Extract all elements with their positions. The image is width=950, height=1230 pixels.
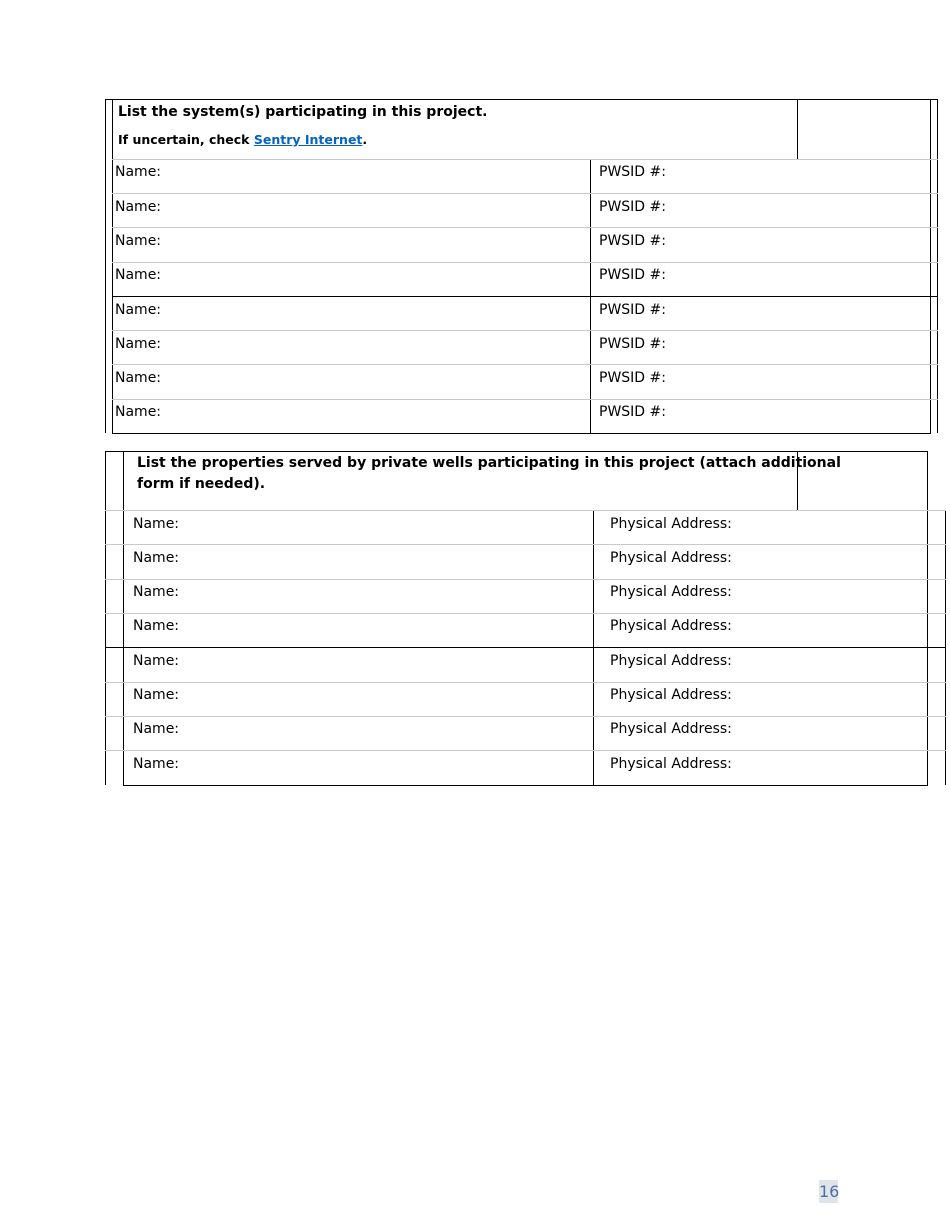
page-number: 16 <box>819 1182 840 1201</box>
table2-row-line <box>105 510 946 511</box>
property-name-label: Name: <box>133 516 180 532</box>
table2-heading-line2: form if needed). <box>137 476 266 492</box>
system-name-label: Name: <box>115 199 162 215</box>
table2-row-line <box>105 647 946 648</box>
physical-address-label: Physical Address: <box>610 550 732 566</box>
table2-top-border <box>105 451 928 452</box>
table1-header-divider <box>797 99 798 159</box>
pwsid-label: PWSID #: <box>599 370 666 386</box>
property-name-label: Name: <box>133 687 180 703</box>
table2-left-outer <box>105 451 106 785</box>
table1-right-outer <box>937 99 938 433</box>
table1-row-line <box>112 227 938 228</box>
physical-address-label: Physical Address: <box>610 687 732 703</box>
table1-row-line <box>112 399 938 400</box>
physical-address-label: Physical Address: <box>610 584 732 600</box>
system-name-label: Name: <box>115 302 162 318</box>
pwsid-label: PWSID #: <box>599 164 666 180</box>
table2-row-line <box>105 750 946 751</box>
system-name-label: Name: <box>115 233 162 249</box>
property-name-label: Name: <box>133 550 180 566</box>
table1-row-line <box>112 193 938 194</box>
table1-note <box>118 131 367 149</box>
system-name-label: Name: <box>115 164 162 180</box>
physical-address-label: Physical Address: <box>610 618 732 634</box>
table2-heading-line1: List the properties served by private wells participating in this project (attach additional <box>137 455 841 471</box>
pwsid-label: PWSID #: <box>599 267 666 283</box>
pwsid-label: PWSID #: <box>599 336 666 352</box>
table2-left-inner <box>123 451 124 785</box>
pwsid-label: PWSID #: <box>599 233 666 249</box>
system-name-label: Name: <box>115 267 162 283</box>
pwsid-label: PWSID #: <box>599 404 666 420</box>
table2-row-line <box>105 579 946 580</box>
property-name-label: Name: <box>133 756 180 772</box>
table2-row-line <box>105 682 946 683</box>
table1-row-line <box>112 159 938 160</box>
table1-note-suffix: . <box>362 132 368 147</box>
physical-address-label: Physical Address: <box>610 653 732 669</box>
table1-row-line <box>112 364 938 365</box>
table2-row-line <box>105 544 946 545</box>
system-name-label: Name: <box>115 336 162 352</box>
table1-row-line <box>112 262 938 263</box>
table1-left-outer <box>105 99 106 433</box>
property-name-label: Name: <box>133 721 180 737</box>
table1-note-prefix: If uncertain, check <box>118 132 254 147</box>
physical-address-label: Physical Address: <box>610 721 732 737</box>
table2-right-inner <box>927 451 928 785</box>
table1-row-line <box>112 330 938 331</box>
table1-bottom-border <box>112 433 931 434</box>
physical-address-label: Physical Address: <box>610 756 732 772</box>
table1-left-inner <box>112 99 113 433</box>
system-name-label: Name: <box>115 404 162 420</box>
table1-right-inner <box>930 99 931 433</box>
property-name-label: Name: <box>133 584 180 600</box>
table2-row-line <box>105 716 946 717</box>
property-name-label: Name: <box>133 618 180 634</box>
table1-row-line <box>112 296 938 297</box>
sentry-internet-link[interactable]: Sentry Internet <box>253 132 363 147</box>
table2-bottom-border <box>123 785 928 786</box>
pwsid-label: PWSID #: <box>599 302 666 318</box>
pwsid-label: PWSID #: <box>599 199 666 215</box>
table1-heading: List the system(s) participating in this project. <box>118 104 488 120</box>
property-name-label: Name: <box>133 653 180 669</box>
table1-top-border <box>105 99 938 100</box>
table2-row-line <box>105 613 946 614</box>
system-name-label: Name: <box>115 370 162 386</box>
physical-address-label: Physical Address: <box>610 516 732 532</box>
